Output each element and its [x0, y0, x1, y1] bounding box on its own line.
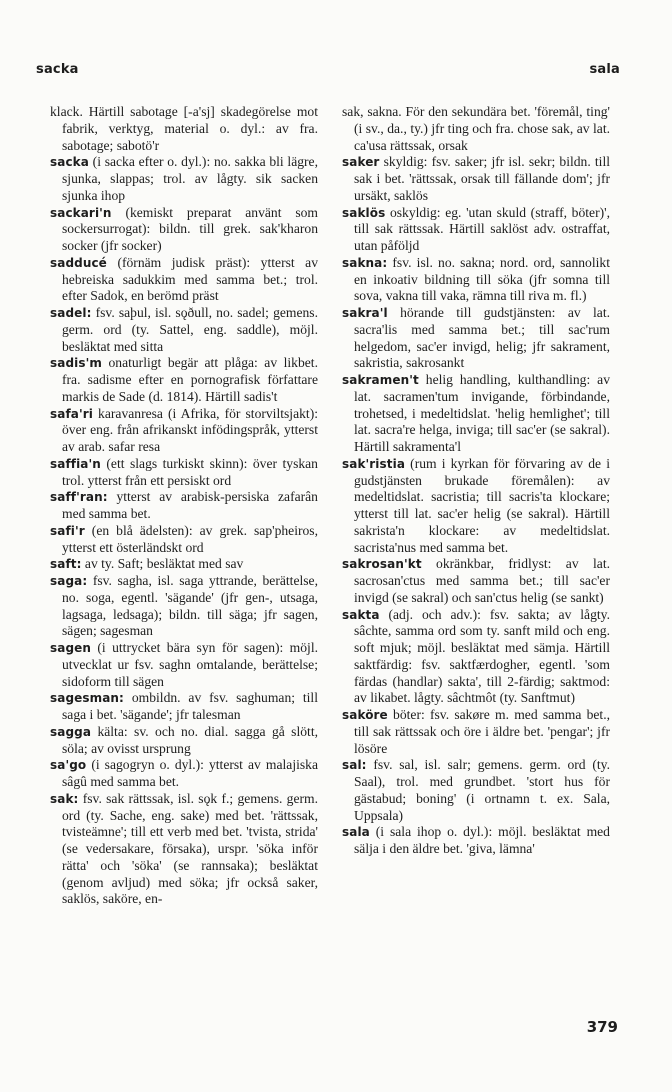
definition: av ty. Saft; besläktat med sav	[84, 556, 244, 572]
dictionary-entry	[342, 607, 610, 708]
headword: sal:	[342, 758, 367, 773]
headword: safa'ri	[50, 406, 93, 421]
definition: kälta: sv. och no. dial. sagga gå slött, söla; av ovisst ursprung	[62, 723, 318, 756]
headword: sak'ristia	[342, 456, 406, 471]
dictionary-entry	[342, 757, 610, 824]
headword: saklös	[342, 205, 386, 220]
headword: sakrosan'kt	[342, 557, 422, 572]
definition: oskyldig: eg. 'utan skuld (straff, böter)', till sak rättssak. Härtill saklöst adv. ostraffat, utan påföljd	[354, 204, 610, 253]
dictionary-entry	[342, 707, 610, 757]
dictionary-entry	[342, 104, 610, 154]
headword: sakra'l	[342, 306, 388, 320]
headword: sadis'm	[50, 356, 102, 371]
definition: (en blå ädelsten): av grek. sap'pheiros, ytterst ett österländskt ord	[62, 522, 318, 555]
definition: (i sagogryn o. dyl.): ytterst av malajiska sâgû med samma bet.	[62, 757, 318, 789]
definition: böter: fsv. sakøre m. med samma bet., till sak rättssak och öre i äldre bet. 'pengar'; jfr lösöre	[354, 707, 610, 756]
dictionary-entry	[342, 305, 610, 372]
dictionary-entry	[50, 523, 318, 557]
dictionary-entry	[342, 372, 610, 456]
headword: sakna:	[342, 255, 388, 270]
headword: sagga	[50, 724, 92, 739]
headword: sa'go	[50, 758, 87, 773]
dictionary-entry	[50, 305, 318, 355]
dictionary-entry	[50, 489, 318, 523]
definition: (ett slags turkiskt skinn): över tyskan trol. ytterst från ett persiskt ord	[62, 455, 318, 488]
page-number: 379	[586, 1018, 618, 1036]
definition: (i uttrycket bära syn för sagen): möjl. utvecklat ur fsv. saghn omtalande, berättelse; sidoform till sägen	[62, 640, 318, 689]
definition: (rum i kyrkan för förvaring av de i gudstjänsten brukade föremålen): av medeltidslat. sacristia; till sacris'ta klockare; ytterst till lat. sac'er helig (se sakral). Härtill sakrista'n klockare: av medeltidslat. sacrista'nus med samma bet.	[354, 455, 610, 555]
dictionary-entry	[50, 724, 318, 758]
definition: fsv. isl. no. sakna; nord. ord, sannolikt en inkoativ bildning till söka (jfr somna till sova, vakna till vaka, rämna till riva m. fl.)	[354, 254, 610, 304]
dictionary-entry	[50, 456, 318, 490]
definition: okränkbar, fridlyst: av lat. sacrosan'ctus med samma bet.; till sac'er invigd (se sakral) och san'ctus helig (se sankt)	[354, 556, 610, 605]
dictionary-entry	[50, 556, 318, 573]
running-head-right: sala	[589, 62, 620, 77]
definition: karavanresa (i Afrika, för storviltsjakt): över eng. från afrikanskt infödingspråk, ytterst av arab. safar resa	[62, 405, 318, 454]
dictionary-entry	[342, 205, 610, 255]
definition: ombildn. av fsv. saghuman; till saga i bet. 'sägande'; jfr talesman	[62, 690, 318, 722]
column-left	[50, 104, 318, 908]
headword: sakramen't	[342, 373, 419, 387]
dictionary-entry	[50, 791, 318, 908]
headword: sadducé	[50, 255, 107, 270]
dictionary-entry	[342, 824, 610, 858]
definition: ytterst av arabisk-persiska zafarân med samma bet.	[62, 489, 318, 521]
dictionary-entry	[50, 406, 318, 456]
dictionary-entry	[50, 205, 318, 255]
definition: hörande till gudstjänsten: av lat. sacra'lis med samma bet.; till sac'rum helgedom, sac'er invigd, helig; jfr sakrament, sakristia, sakrosankt	[354, 305, 610, 371]
definition: (förnäm judisk präst): ytterst av hebreiska sadukkim med samma bet.; trol. efter Sadok, en berömd präst	[62, 254, 318, 304]
dictionary-entry	[50, 573, 318, 640]
definition: (i sacka efter o. dyl.): no. sakka bli lägre, sjunka, slappas; trol. av lågty. sik sacken sjunka ihop	[62, 154, 318, 203]
dictionary-entry	[50, 355, 318, 405]
definition: fsv. sak rättssak, isl. sǫk f.; gemens. germ. ord (ty. Sache, eng. sake) med bet. 'rättssak, tvisteämne'; till ett verb med bet. 'tvista, strida' (se vedersakare, försaka), urspr. 'söka inför rätta' och 'söka' (se rannsaka); besläktat (genom avljud) med söka; jfr också saker, saklös, saköre, en-	[62, 790, 318, 907]
headword: sagen	[50, 641, 92, 655]
definition: fsv. sal, isl. salr; gemens. germ. ord (ty. Saal), trol. med grundbet. 'stort hus för gästabud; boning' (i ortnamn t. ex. Sala, Uppsala)	[354, 757, 610, 823]
headword: sagesman:	[50, 691, 124, 706]
dictionary-entry	[50, 640, 318, 690]
definition: fsv. sagha, isl. saga yttrande, berättelse, no. soga, egentl. 'sägande' (jfr gen-, utsaga, lagsaga, ledsaga); bildn. till säga; jfr sagen, sägen; sagesman	[62, 573, 318, 639]
headword: saker	[342, 155, 380, 170]
headword: sakta	[342, 607, 380, 622]
definition: (kemiskt preparat använt som sockersurrogat): bildn. till grek. sak'kharon socker (jfr socker)	[62, 204, 318, 253]
headword: saffia'n	[50, 456, 101, 471]
column-right	[342, 104, 610, 858]
headword: saga:	[50, 574, 88, 588]
headword: safi'r	[50, 523, 85, 538]
headword: sadel:	[50, 306, 92, 320]
dictionary-entry	[50, 104, 318, 154]
dictionary-entry	[50, 690, 318, 724]
dictionary-entry	[50, 255, 318, 305]
headword: saköre	[342, 708, 388, 722]
dictionary-entry	[50, 757, 318, 791]
definition: (i sala ihop o. dyl.): möjl. besläktat med sälja i den äldre bet. 'giva, lämna'	[354, 824, 610, 856]
dictionary-entry	[342, 255, 610, 305]
headword: sacka	[50, 155, 89, 170]
headword: sackari'n	[50, 205, 112, 220]
definition: skyldig: fsv. saker; jfr isl. sekr; bildn. till sak i bet. 'rättssak, orsak till fällande dom'; jfr ursäkt, saklös	[354, 154, 610, 203]
dictionary-entry	[342, 154, 610, 204]
definition: sak, sakna. För den sekundära bet. 'föremål, ting' (i sv., da., ty.) jfr ting och fra. chose sak, av lat. ca'usa rättssak, orsak	[342, 104, 610, 153]
headword: sala	[342, 825, 370, 840]
dictionary-entry	[50, 154, 318, 204]
running-head-left: sacka	[36, 62, 79, 77]
definition: helig handling, kulthandling: av lat. sacramen'tum invigande, förbindande, trohetsed, i medeltidslat. 'helig hemlighet'; till lat. sacra're helga, inviga; till sac'er (se sakral). Härtill sakramenta'l	[354, 372, 610, 454]
definition: fsv. saþul, isl. sǫðull, no. sadel; gemens. germ. ord (ty. Sattel, eng. saddle), möjl. besläktat med sitta	[62, 305, 318, 354]
definition: (adj. och adv.): fsv. sakta; av lågty. sâchte, samma ord som ty. sanft mild och eng. soft mjuk; möjl. besläktat med sämja. Härtill saktfärdig: fsv. saktfærdogher, egentl. 'som färdas (handlar) sakta', till 2-färdig; saktmod: av likabet. lågty. sâchtmôt (ty. Sanftmut)	[354, 606, 610, 706]
headword: sak:	[50, 791, 79, 806]
definition: onaturligt begär att plåga: av likbet. fra. sadisme efter en pornografisk författare markis de Sade (d. 1814). Härtill sadis't	[62, 355, 318, 404]
dictionary-entry	[342, 556, 610, 606]
headword: saff'ran:	[50, 490, 108, 505]
headword: saft:	[50, 557, 82, 572]
definition: klack. Härtill sabotage [-a'sj] skadegörelse mot fabrik, verktyg, material o. dyl.: av fra. sabotage; sabotö'r	[50, 104, 318, 153]
dictionary-entry	[342, 456, 610, 557]
